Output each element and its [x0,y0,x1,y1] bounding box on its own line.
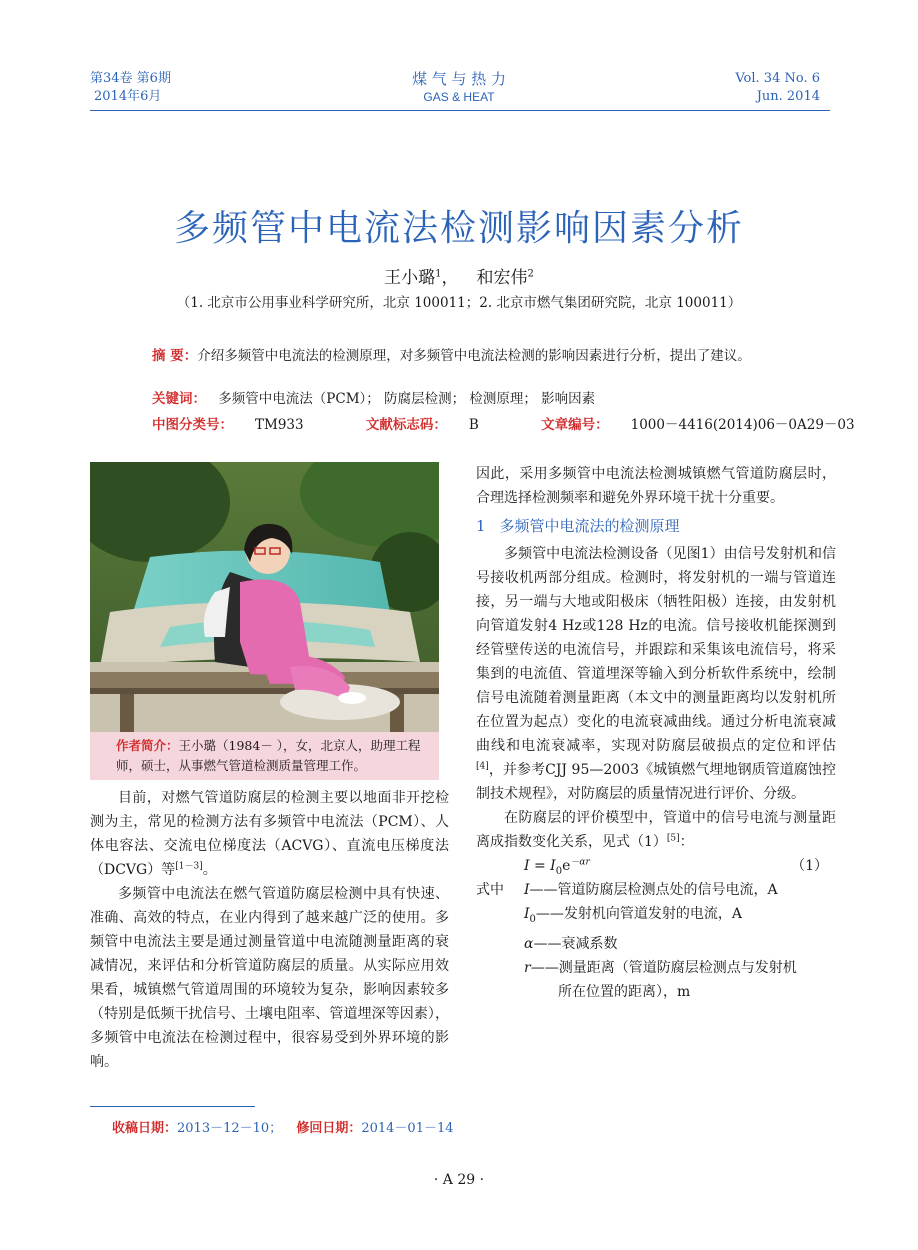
left-column [90,786,449,1074]
intro-p1-ref: [1－3] [175,861,203,872]
abstract-label: 摘 要： [152,348,198,364]
definition-1-text: ——管道防腐层检测点处的信号电流，A [529,882,778,898]
doc-code-value: B [468,417,479,433]
received-date: 2013－12－10； [177,1121,283,1136]
principle-p2-end: ： [679,834,694,850]
keywords-text: 多频管中电流法（PCM）； 防腐层检测； 检测原理； 影响因素 [218,391,596,407]
journal-issue-en [735,70,820,106]
definition-row [476,878,836,902]
issue-date: 2014年6月 [94,89,162,104]
author-2: 和宏伟 [476,268,528,288]
intro-p1-end: 。 [202,862,217,878]
equation-e: e [562,858,571,874]
issue-volume: 第34卷 第6期 [90,71,171,86]
definition-2-symbol: I [524,906,530,922]
definition-prefix: 式中 [476,882,504,898]
revised-date: 2014－01－14 [361,1121,454,1136]
classification [152,414,899,436]
received-dates [112,1117,454,1136]
definition-3-symbol: α [524,935,534,952]
bio-label: 作者简介： [116,738,179,753]
equation-sub: 0 [555,865,563,877]
equation-lhs: I = I [524,858,556,874]
author-2-affil: 2 [527,268,534,280]
principle-paragraph-1 [476,542,836,806]
author-line [0,263,918,288]
issue-date-en: Jun. 2014 [756,89,820,104]
affiliations: （1. 北京市公用事业科学研究所，北京 100011；2. 北京市燃气集团研究院，北京 100011） [176,295,742,311]
article-id-value: 1000－4416(2014)06－0A29－03 [630,417,855,433]
definition-4-text: ——测量距离（管道防腐层检测点与发射机 [530,959,797,976]
intro-paragraph-3: 因此，采用多频管中电流法检测城镇燃气管道防腐层时，合理选择检测频率和避免外界环境干扰十分重要。 [476,466,836,506]
definition-4-continued: 所在位置的距离），m [558,983,691,1000]
principle-paragraph-2 [476,806,836,854]
section-number: 1 [476,517,486,535]
intro-paragraph-1 [90,786,449,882]
clc-label: 中图分类号： [152,417,233,433]
footnote-rule [90,1106,255,1107]
journal-name-cn: 煤 气 与 热 力 [411,70,507,88]
intro-p1-text: 目前，对燃气管道防腐层的检测主要以地面非开挖检测为主，常见的检测方法有多频管中电流法（PCM）、人体电容法、交流电位梯度法（ACVG）、直流电压梯度法（DCVG）等 [90,790,449,878]
clc-value: TM933 [255,417,304,433]
principle-p2-ref: [5] [666,833,680,844]
equation-definitions [476,878,836,1004]
author-1: 王小璐 [384,268,436,288]
principle-p1-end: ，并参考CJJ 95—2003《城镇燃气埋地钢质管道腐蚀控制技术规程》，对防腐层的质量情况进行评价、分级。 [476,762,836,802]
abstract [108,345,808,367]
definition-4-symbol: r [524,959,531,976]
received-label: 收稿日期： [112,1121,178,1136]
page-number: · A 29 · [433,1172,485,1188]
journal-name-en: GAS & HEAT [423,90,495,104]
equation-exponent: －αr [570,857,590,868]
section-title: 多频管中电流法的检测原理 [499,517,680,535]
abstract-text: 介绍多频管中电流法的检测原理，对多频管中电流法检测的影响因素进行分析，提出了建议。 [197,348,751,364]
article-title: 多频管中电流法检测影响因素分析 [173,208,744,249]
article-id-label: 文章编号： [541,417,609,433]
principle-p2-text: 在防腐层的评价模型中，管道中的信号电流与测量距离成指数变化关系，见式（1） [476,810,836,850]
author-separator: ， [441,268,459,288]
author-photo [90,462,439,732]
principle-p1-text: 多频管中电流法检测设备（见图1）由信号发射机和信号接收机两部分组成。检测时，将发射机的一端与管道连接，另一端与大地或阳极床（牺牲阳极）连接，由发射机向管道发射4 Hz或128 Hz的电流。信号接收机能探测到经管壁传送的电流信号，并跟踪和采集该电流信号，将采集到的电流值、管道埋深等输入到分析软件系统中，绘制信号电流随着测量距离（本文中的测量距离均以发射机所在位置为起点）变化的电流衰减曲线。通过分析电流衰减曲线和电流衰减率，实现对防腐层破损点的定位和评估 [476,546,836,754]
equation-number: （1） [791,858,828,874]
author-bio [90,732,439,780]
revised-label: 修回日期： [296,1121,362,1136]
definition-2-text: ——发射机向管道发射的电流，A [535,906,743,922]
definition-3-text: ——衰减系数 [533,935,618,952]
author-photo-illustration [90,462,439,732]
section-heading-1 [476,512,836,540]
keywords [152,388,595,410]
right-column [476,462,836,1004]
issue-volume-en: Vol. 34 No. 6 [735,71,820,86]
equation-1 [476,854,836,878]
bio-text: 王小璐（1984－ ），女，北京人，助理工程师，硕士，从事燃气管道检测质量管理工作。 [116,738,421,773]
intro-paragraph-2: 多频管中电流法在燃气管道防腐层检测中具有快速、准确、高效的特点，在业内得到了越来越广泛的使用。多频管中电流法主要是通过测量管道中电流随测量距离的衰减情况，来评估和分析管道防腐层的质量。从实际应用效果看，城镇燃气管道周围的环境较为复杂，影响因素较多（特别是低频干扰信号、土壤电阻率、管道埋深等因素），多频管中电流法在检测过程中，很容易受到外界环境的影响。 [90,886,449,1070]
definition-row [476,932,836,956]
header-rule [90,110,830,111]
definition-1-symbol: I [524,882,530,898]
principle-p1-ref: [4] [476,761,489,772]
definition-row [476,902,836,932]
keywords-label: 关键词： [152,391,206,407]
definition-row [476,956,836,980]
doc-code-label: 文献标志码： [365,417,447,433]
author-1-affil: 1 [435,268,442,280]
definition-2-sub: 0 [529,913,536,925]
